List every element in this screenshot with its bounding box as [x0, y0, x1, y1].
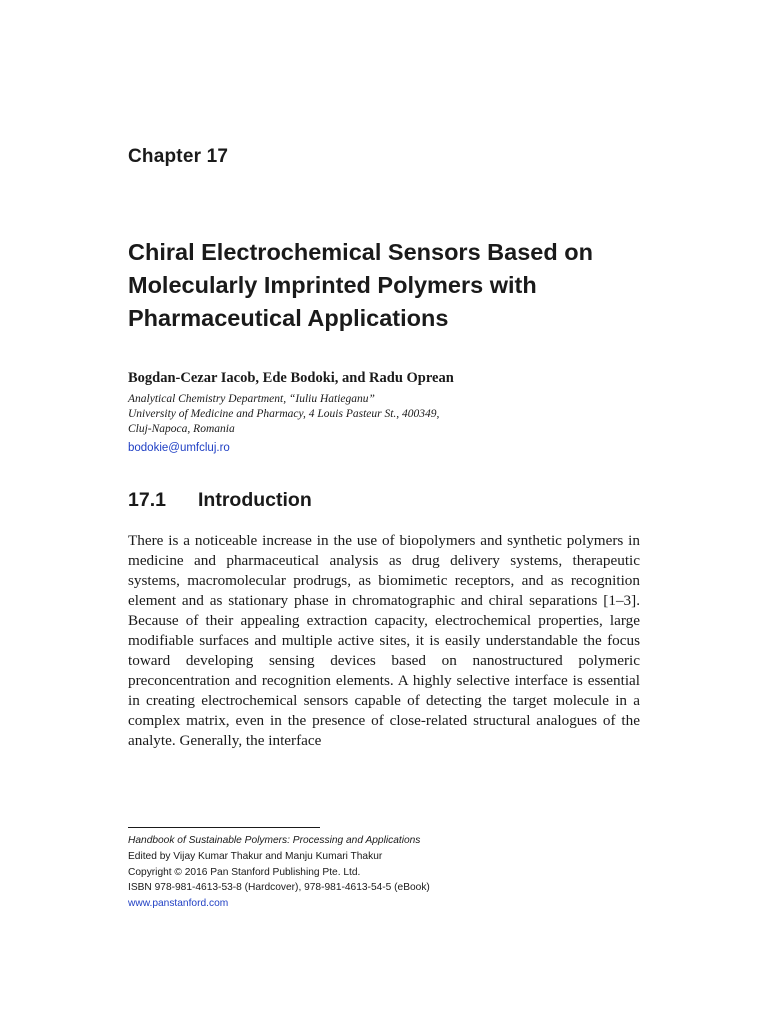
footnote-divider	[128, 827, 320, 828]
affiliation-line: University of Medicine and Pharmacy, 4 Louis Pasteur St., 400349,	[128, 408, 440, 420]
chapter-title: Chiral Electrochemical Sensors Based on Molecularly Imprinted Polymers with Pharmaceutical Applications	[128, 239, 593, 331]
footnote-isbn: ISBN 978-981-4613-53-8 (Hardcover), 978-981-4613-54-5 (eBook)	[128, 882, 430, 894]
introduction-paragraph: There is a noticeable increase in the use of biopolymers and synthetic polymers in medicine and pharmaceutical analysis as drug delivery systems, therapeutic systems, macromolecular prodrugs, as biomimetic receptors, and as recognition element and as stationary phase in chromatographic and chiral separations [1–3]. Because of their appealing extraction capacity, electrochemical properties, large modifiable surfaces and multiple active sites, it is easily understandable the focus toward developing sensing devices based on nanostructured polymeric preconcentration and recognition elements. A highly selective interface is essential in creating electrochemical sensors capable of detecting the target molecule in a complex matrix, even in the presence of close-related structural analogues of the analyte. Generally, the interface	[128, 532, 640, 749]
author-email-link[interactable]: bodokie@umfcluj.ro	[128, 442, 230, 454]
footnote-copyright: Copyright © 2016 Pan Stanford Publishing Pte. Ltd.	[128, 866, 361, 878]
chapter-label: Chapter 17	[128, 146, 229, 167]
section-title: Introduction	[198, 489, 312, 511]
section-heading	[128, 489, 312, 512]
footnote	[128, 833, 648, 912]
affiliation-line: Cluj-Napoca, Romania	[128, 423, 235, 435]
publisher-website-link[interactable]: www.panstanford.com	[128, 898, 229, 910]
affiliation	[128, 392, 648, 437]
footnote-book-title: Handbook of Sustainable Polymers: Processing and Applications	[128, 835, 421, 846]
section-number: 17.1	[128, 489, 166, 511]
footnote-editors: Edited by Vijay Kumar Thakur and Manju Kumari Thakur	[128, 850, 383, 862]
affiliation-line: Analytical Chemistry Department, “Iuliu Hatieganu”	[128, 393, 375, 405]
author-names: Bogdan-Cezar Iacob, Ede Bodoki, and Radu Oprean	[128, 370, 454, 386]
